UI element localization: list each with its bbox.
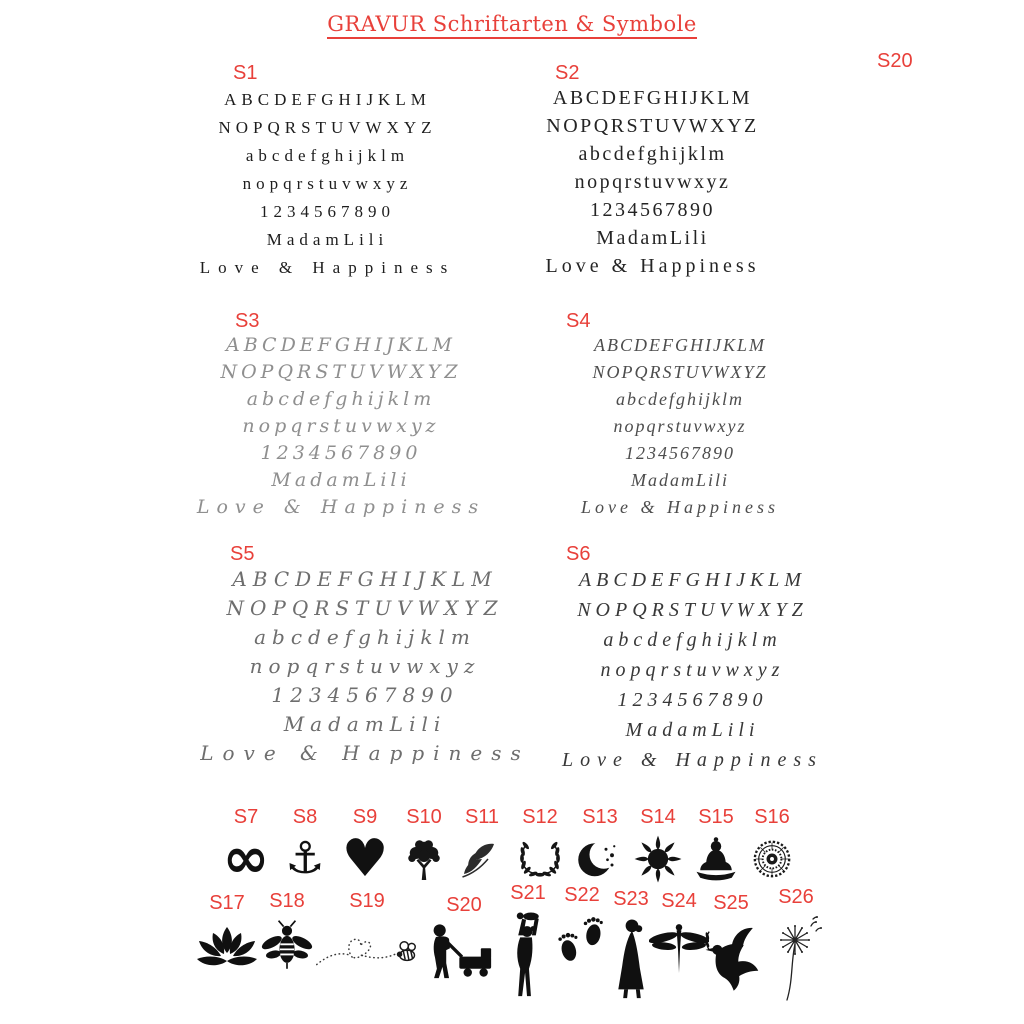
specimen-label: S6 [566, 543, 591, 565]
specimen-line: abcdefghijklm [254, 625, 476, 649]
specimen-line: ABCDEFGHIJKLM [232, 567, 498, 591]
specimen-line: ABCDEFGHIJKLM [594, 335, 766, 355]
specimen-line: nopqrstuvwxyz [600, 659, 785, 681]
symbol-label: S21 [510, 882, 546, 904]
buddha-icon [692, 834, 740, 884]
symbol-label: S11 [464, 806, 500, 828]
symbol-S24 [649, 890, 709, 977]
moon-stars-icon [575, 835, 625, 883]
corner-label: S20 [877, 50, 913, 72]
specimen-line: Love & Happiness [196, 496, 486, 518]
specimen-line: NOPQRSTUVWXYZ [577, 599, 808, 621]
specimen-line: abcdefghijklm [603, 629, 782, 651]
symbol-S7 [218, 806, 274, 891]
specimen-line: 1234567890 [271, 683, 459, 707]
symbol-S20 [426, 894, 502, 981]
symbol-label: S19 [349, 890, 385, 912]
specimen-line: abcdefghijklm [616, 389, 744, 409]
symbol-S21 [498, 882, 558, 1001]
specimen-label: S5 [230, 543, 255, 565]
symbol-label: S7 [233, 806, 259, 828]
symbol-label: S17 [209, 892, 245, 914]
mandala-icon [747, 834, 797, 884]
specimen-line: Love & Happiness [200, 741, 530, 765]
bee-flight-heart-icon [312, 918, 422, 972]
specimen-line: MadamLili [596, 227, 709, 249]
symbol-S14 [630, 806, 686, 885]
boy-with-wagon-icon [426, 922, 502, 980]
symbol-S16 [744, 806, 800, 885]
specimen-line: Love & Happiness [199, 258, 456, 277]
bee-icon [260, 919, 314, 973]
specimen-line: Love & Happiness [581, 497, 779, 517]
specimen-line: ABCDEFGHIJKLM [552, 87, 753, 109]
symbol-S25 [701, 892, 761, 997]
dragonfly-icon [649, 919, 709, 975]
specimen-lines [170, 86, 485, 282]
specimen-line: nopqrstuvwxyz [613, 416, 747, 436]
lotus-icon [195, 924, 259, 970]
specimen-line: nopqrstuvwxyz [574, 171, 731, 193]
symbol-label: S9 [352, 806, 378, 828]
symbol-label: S26 [778, 886, 814, 908]
specimen-line: ABCDEFGHIJKLM [226, 334, 456, 356]
specimen-line: abcdefghijklm [578, 143, 727, 165]
ginkgo-icon [456, 835, 508, 883]
girl-icon [612, 917, 650, 1003]
anchor-icon: ⚓ [285, 833, 325, 884]
symbol-label: S12 [522, 806, 558, 828]
specimen-line: abcdefghijklm [245, 146, 410, 165]
specimen-line: NOPQRSTUVWXYZ [218, 118, 437, 137]
symbol-label: S16 [754, 806, 790, 828]
specimen-line: 1234567890 [260, 442, 422, 464]
symbol-label: S25 [713, 892, 749, 914]
symbol-S11 [454, 806, 510, 885]
specimen-line: NOPQRSTUVWXYZ [220, 361, 462, 383]
page-title: GRAVUR Schriftarten & Symbole [327, 12, 697, 39]
symbol-label: S13 [582, 806, 618, 828]
symbol-S26 [766, 886, 826, 1003]
specimen-line: MadamLili [630, 470, 729, 490]
specimen-line: nopqrstuvwxyz [242, 415, 440, 437]
specimen-line: 1234567890 [260, 202, 395, 221]
dandelion-icon [769, 914, 823, 1002]
page-title-wrap [0, 12, 1024, 39]
specimen-line: MadamLili [271, 469, 411, 491]
sun-icon [633, 834, 683, 884]
specimen-line: 1234567890 [590, 199, 715, 221]
symbol-label: S18 [269, 890, 305, 912]
specimen-lines [530, 332, 830, 521]
symbol-S12 [512, 806, 568, 885]
specimen-line: abcdefghijklm [246, 388, 436, 410]
specimen-line: Love & Happiness [562, 749, 823, 771]
specimen-label: S3 [235, 310, 260, 332]
specimen-lines [540, 565, 845, 775]
symbol-S18 [257, 890, 317, 975]
heart-icon: ♥ [341, 829, 389, 889]
symbol-S19 [312, 890, 422, 973]
specimen-line: MadamLili [283, 712, 447, 736]
symbol-S10 [396, 806, 452, 885]
specimen-lines [185, 332, 497, 521]
symbol-label: S22 [564, 884, 600, 906]
specimen-line: nopqrstuvwxyz [249, 654, 481, 678]
specimen-line: MadamLili [625, 719, 760, 741]
symbol-label: S15 [698, 806, 734, 828]
symbol-label: S14 [640, 806, 676, 828]
symbol-S9 [337, 806, 393, 889]
specimen-lines [200, 565, 530, 768]
specimen-line: MadamLili [266, 230, 389, 249]
infinity-icon: ∞ [222, 826, 270, 891]
specimen-line: ABCDEFGHIJKLM [224, 90, 431, 109]
symbol-S15 [688, 806, 744, 885]
specimen-label: S4 [566, 310, 591, 332]
specimen-line: NOPQRSTUVWXYZ [226, 596, 504, 620]
dove-with-branch-icon [701, 921, 761, 995]
specimen-line: 1234567890 [617, 689, 768, 711]
symbol-label: S23 [613, 888, 649, 910]
symbol-S8 [277, 806, 333, 885]
symbol-S13 [572, 806, 628, 885]
specimen-line: nopqrstuvwxyz [242, 174, 413, 193]
specimen-line: Love & Happiness [545, 255, 760, 277]
symbol-S17 [195, 892, 259, 975]
specimen-lines [495, 84, 810, 280]
specimen-line: ABCDEFGHIJKLM [578, 569, 807, 591]
symbol-label: S10 [406, 806, 442, 828]
symbol-label: S20 [446, 894, 482, 916]
laurel-wreath-icon [515, 835, 565, 883]
specimen-label: S1 [233, 62, 258, 84]
tree-icon [399, 835, 449, 883]
mother-lifting-child-icon [506, 910, 550, 1000]
specimen-line: NOPQRSTUVWXYZ [546, 115, 759, 137]
symbol-label: S8 [292, 806, 318, 828]
specimen-line: NOPQRSTUVWXYZ [592, 362, 768, 382]
symbol-label: S24 [661, 890, 697, 912]
specimen-label: S2 [555, 62, 580, 84]
specimen-line: 1234567890 [625, 443, 735, 463]
